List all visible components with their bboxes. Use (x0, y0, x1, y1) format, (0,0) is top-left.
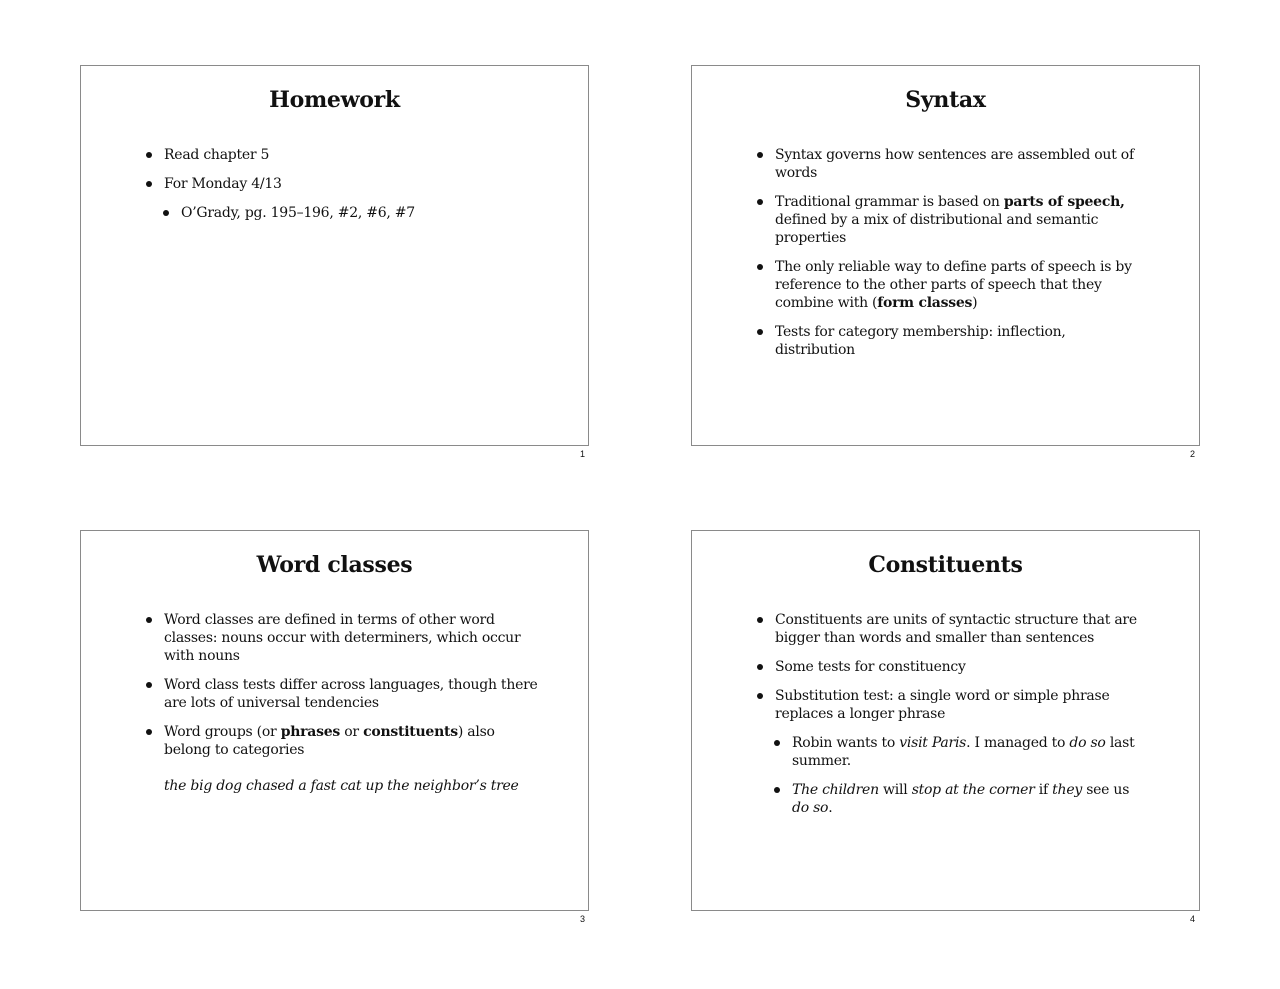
bullet-list (164, 146, 538, 233)
slide-title: Homework (269, 87, 400, 113)
bullet-icon (757, 264, 763, 270)
sub-list-item: Robin wants to visit Paris. I managed to do so last summer. (792, 734, 1149, 770)
bullet-icon (146, 729, 152, 735)
slide-title: Word classes (256, 552, 413, 578)
list-item: Read chapter 5 (164, 146, 538, 164)
list-item: Substitution test: a single word or simple phrase replaces a longer phrase (775, 687, 1149, 723)
bullet-icon (774, 787, 780, 793)
list-item: Syntax governs how sentences are assembled out of words (775, 146, 1149, 182)
bullet-icon (163, 210, 169, 216)
bullet-icon (757, 693, 763, 699)
list-item: Some tests for constituency (775, 658, 1149, 676)
slide-title: Constituents (868, 552, 1023, 578)
slide-constituents (691, 530, 1200, 911)
list-item: Constituents are units of syntactic structure that are bigger than words and smaller than sentences (775, 611, 1149, 647)
example-sentence: the big dog chased a fast cat up the neighbor’s tree (164, 778, 519, 794)
page-number: 3 (580, 914, 586, 924)
bullet-icon (774, 740, 780, 746)
slide-homework (80, 65, 589, 446)
bullet-icon (146, 181, 152, 187)
page-number: 4 (1190, 914, 1196, 924)
list-item: Word groups (or phrases or constituents) also belong to categories (164, 723, 538, 759)
bullet-icon (757, 617, 763, 623)
bullet-icon (757, 199, 763, 205)
bullet-icon (757, 152, 763, 158)
bullet-icon (757, 329, 763, 335)
bullet-icon (146, 152, 152, 158)
list-item: Traditional grammar is based on parts of speech, defined by a mix of distributional and semantic properties (775, 193, 1149, 247)
bullet-list (164, 611, 538, 806)
sub-list-item: The children will stop at the corner if they see us do so. (792, 781, 1149, 817)
slide-syntax (691, 65, 1200, 446)
page-number: 2 (1190, 449, 1196, 459)
bullet-list (775, 146, 1149, 370)
page-number: 1 (580, 449, 586, 459)
list-item: The only reliable way to define parts of speech is by reference to the other parts of speech that they combine with (form classes) (775, 258, 1149, 312)
slide-word-classes (80, 530, 589, 911)
list-item: For Monday 4/13 (164, 175, 538, 193)
bullet-icon (146, 617, 152, 623)
list-item: Word class tests differ across languages, though there are lots of universal tendencies (164, 676, 538, 712)
sub-list-item: O’Grady, pg. 195–196, #2, #6, #7 (181, 204, 538, 222)
bullet-list (775, 611, 1149, 828)
list-item: Word classes are defined in terms of other word classes: nouns occur with determiners, which occur with nouns (164, 611, 538, 665)
bullet-icon (146, 682, 152, 688)
slide-title: Syntax (905, 87, 986, 113)
list-item: Tests for category membership: inflection, distribution (775, 323, 1149, 359)
bullet-icon (757, 664, 763, 670)
